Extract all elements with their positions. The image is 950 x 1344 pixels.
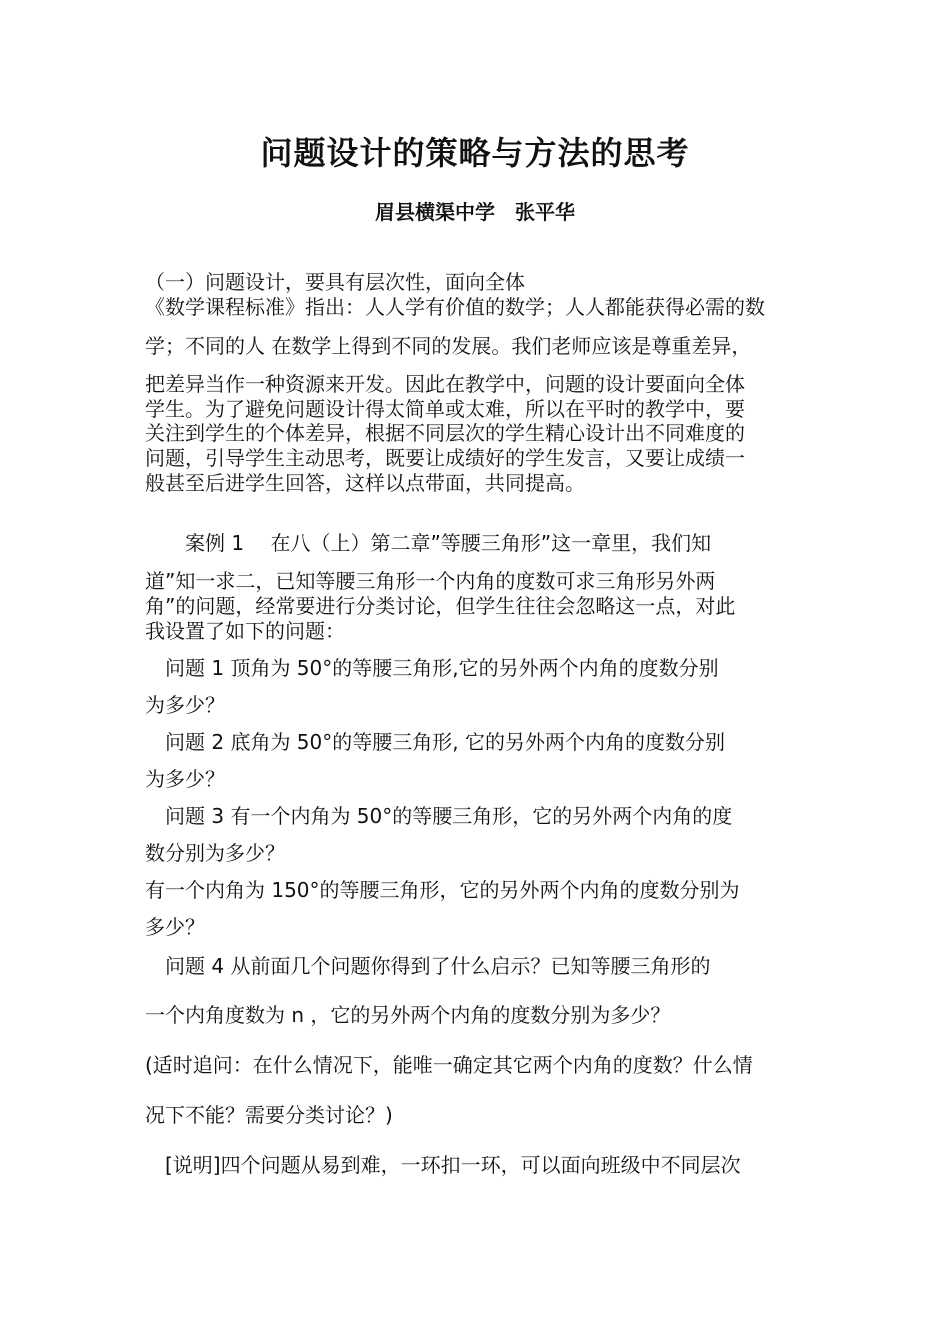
document-title: 问题设计的策略与方法的思考 bbox=[260, 134, 690, 172]
paragraph-line: 般甚至后进学生回答，这样以点带面，共同提高。 bbox=[145, 471, 585, 495]
paragraph-line: 问题，引导学生主动思考，既要让成绩好的学生发言，又要让成绩一 bbox=[145, 446, 745, 470]
paragraph-line: 学；不同的人 在数学上得到不同的发展。我们老师应该是尊重差异， bbox=[145, 334, 752, 358]
case-line: 道”知一求二，已知等腰三角形一个内角的度数可求三角形另外两 bbox=[145, 569, 716, 593]
paragraph-line: 学生。为了避免问题设计得太简单或太难，所以在平时的教学中，要 bbox=[145, 397, 745, 421]
question-3-extra-cont: 多少？ bbox=[145, 915, 205, 939]
question-1: 问题 1 顶角为 50°的等腰三角形,它的另外两个内角的度数分别 bbox=[145, 656, 719, 680]
case-line: 角”的问题，经常要进行分类讨论，但学生往往会忽略这一点，对此 bbox=[145, 594, 736, 618]
question-3: 问题 3 有一个内角为 50°的等腰三角形，它的另外两个内角的度 bbox=[145, 804, 733, 828]
question-3-cont: 数分别为多少？ bbox=[145, 841, 285, 865]
section-heading: （一）问题设计，要具有层次性，面向全体 bbox=[145, 270, 525, 294]
question-2-cont: 为多少？ bbox=[145, 767, 225, 791]
paragraph-line: 关注到学生的个体差异，根据不同层次的学生精心设计出不同难度的 bbox=[145, 421, 745, 445]
question-3-extra: 有一个内角为 150°的等腰三角形，它的另外两个内角的度数分别为 bbox=[145, 878, 740, 902]
paragraph-line: 把差异当作一种资源来开发。因此在教学中，问题的设计要面向全体 bbox=[145, 372, 745, 396]
case-line: 案例 1 在八（上）第二章”等腰三角形”这一章里，我们知 bbox=[145, 531, 712, 555]
question-4: 问题 4 从前面几个问题你得到了什么启示？已知等腰三角形的 bbox=[145, 954, 711, 978]
document-author: 眉县横渠中学 张平华 bbox=[375, 200, 575, 224]
question-1-cont: 为多少？ bbox=[145, 693, 225, 717]
follow-up-question-cont: 况下不能？需要分类讨论？) bbox=[145, 1103, 393, 1127]
explanation-line: [说明]四个问题从易到难，一环扣一环，可以面向班级中不同层次 bbox=[145, 1153, 741, 1177]
question-2: 问题 2 底角为 50°的等腰三角形, 它的另外两个内角的度数分别 bbox=[145, 730, 725, 754]
paragraph-line: 《数学课程标准》指出：人人学有价值的数学；人人都能获得必需的数 bbox=[145, 295, 765, 319]
case-line: 我设置了如下的问题： bbox=[145, 619, 345, 643]
question-4-cont: 一个内角度数为 n ，它的另外两个内角的度数分别为多少？ bbox=[145, 1003, 671, 1027]
follow-up-question: (适时追问：在什么情况下，能唯一确定其它两个内角的度数？什么情 bbox=[145, 1053, 753, 1077]
